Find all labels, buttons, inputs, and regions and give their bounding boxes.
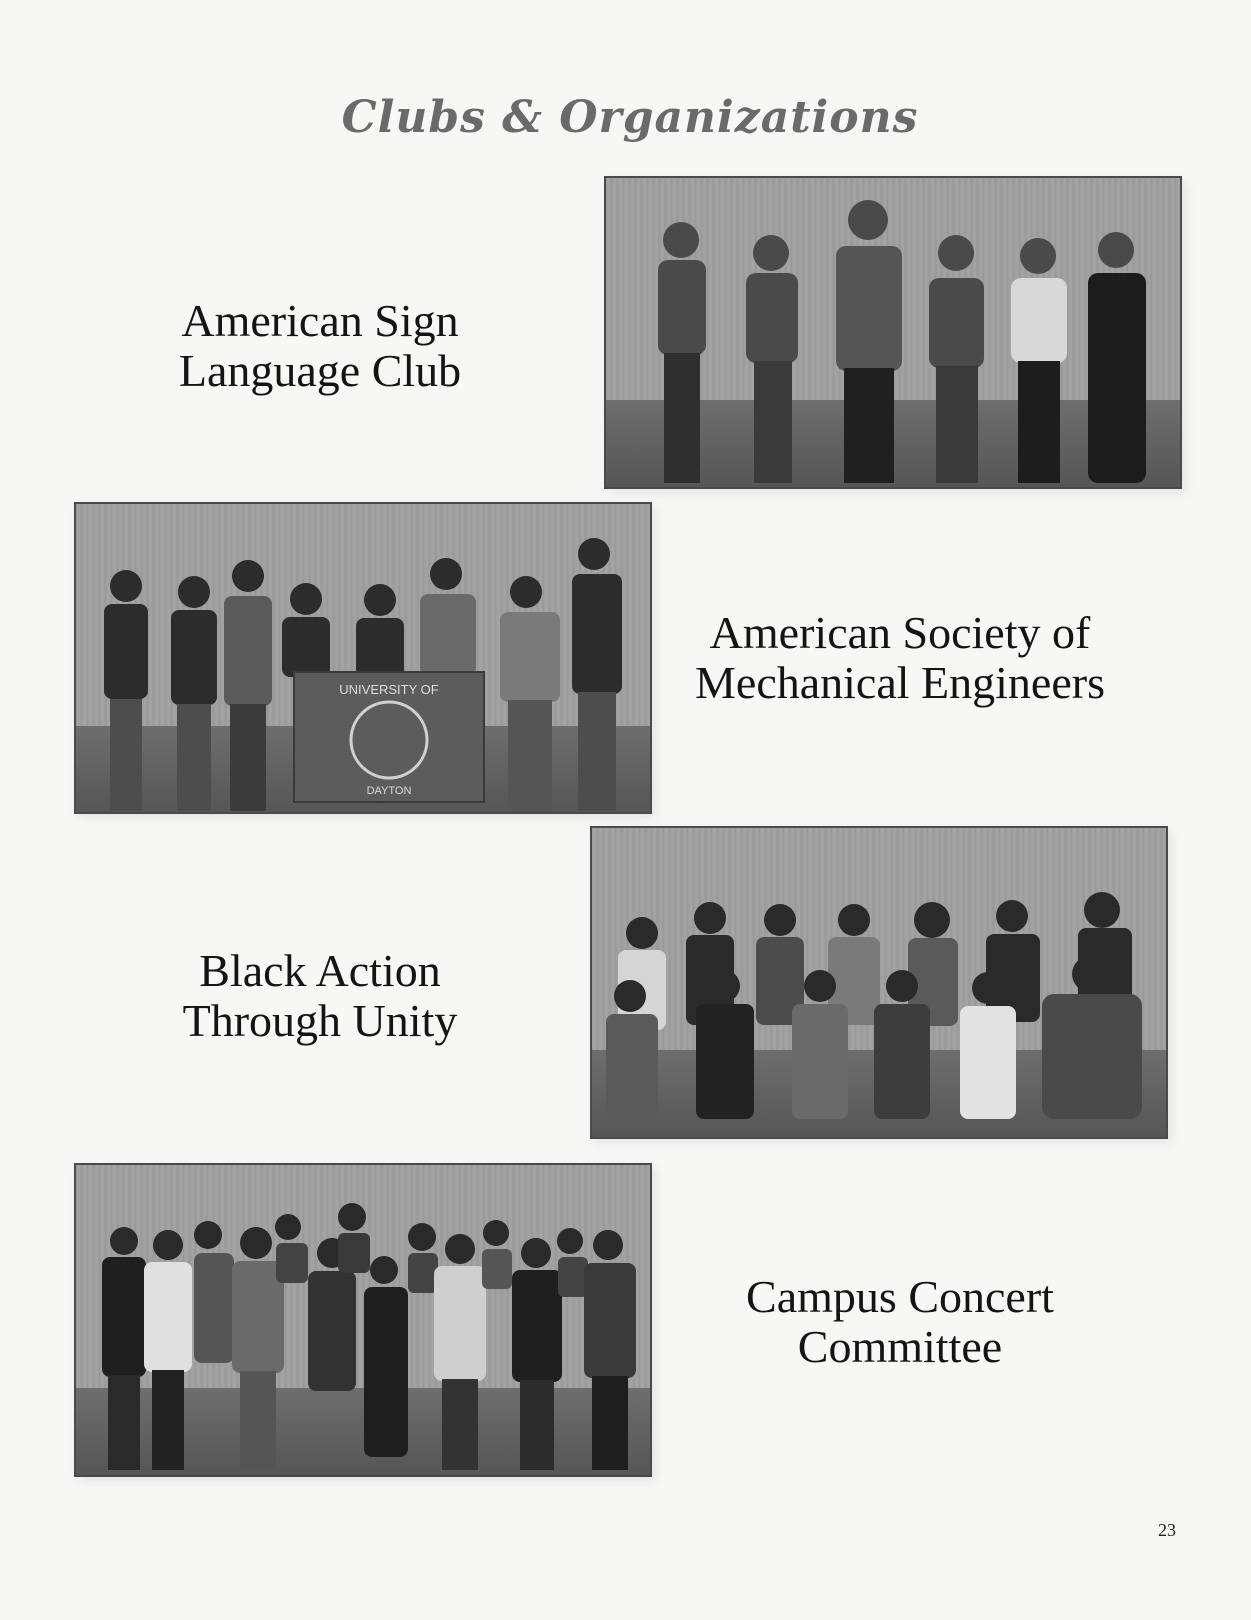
caption-line: Language Club [178,345,462,396]
asme-caption [660,608,1140,708]
batu-photo [590,826,1168,1139]
banner-top-text: UNIVERSITY OF [339,682,439,697]
batu-caption [110,946,530,1046]
caption-line: Campus Concert [746,1271,1054,1322]
caption-line: Through Unity [182,995,458,1046]
asl-club-photo [604,176,1182,489]
page-title: Clubs & Organizations [341,92,919,143]
asme-photo [74,502,652,814]
caption-line: Committee [797,1321,1003,1372]
campus-concert-committee-caption [660,1272,1140,1372]
page-number: 23 [1158,1520,1176,1540]
group-figures [76,1165,650,1475]
caption-line: Mechanical Engineers [695,657,1105,708]
group-figures [76,504,650,812]
group-figures [606,178,1180,487]
asl-club-caption [110,296,530,396]
group-figures [592,828,1166,1137]
caption-line: Black Action [199,945,441,996]
caption-line: American Sign [181,295,459,346]
campus-concert-committee-photo [74,1163,652,1477]
banner-bottom-text: DAYTON [366,785,412,797]
caption-line: American Society of [709,607,1091,658]
